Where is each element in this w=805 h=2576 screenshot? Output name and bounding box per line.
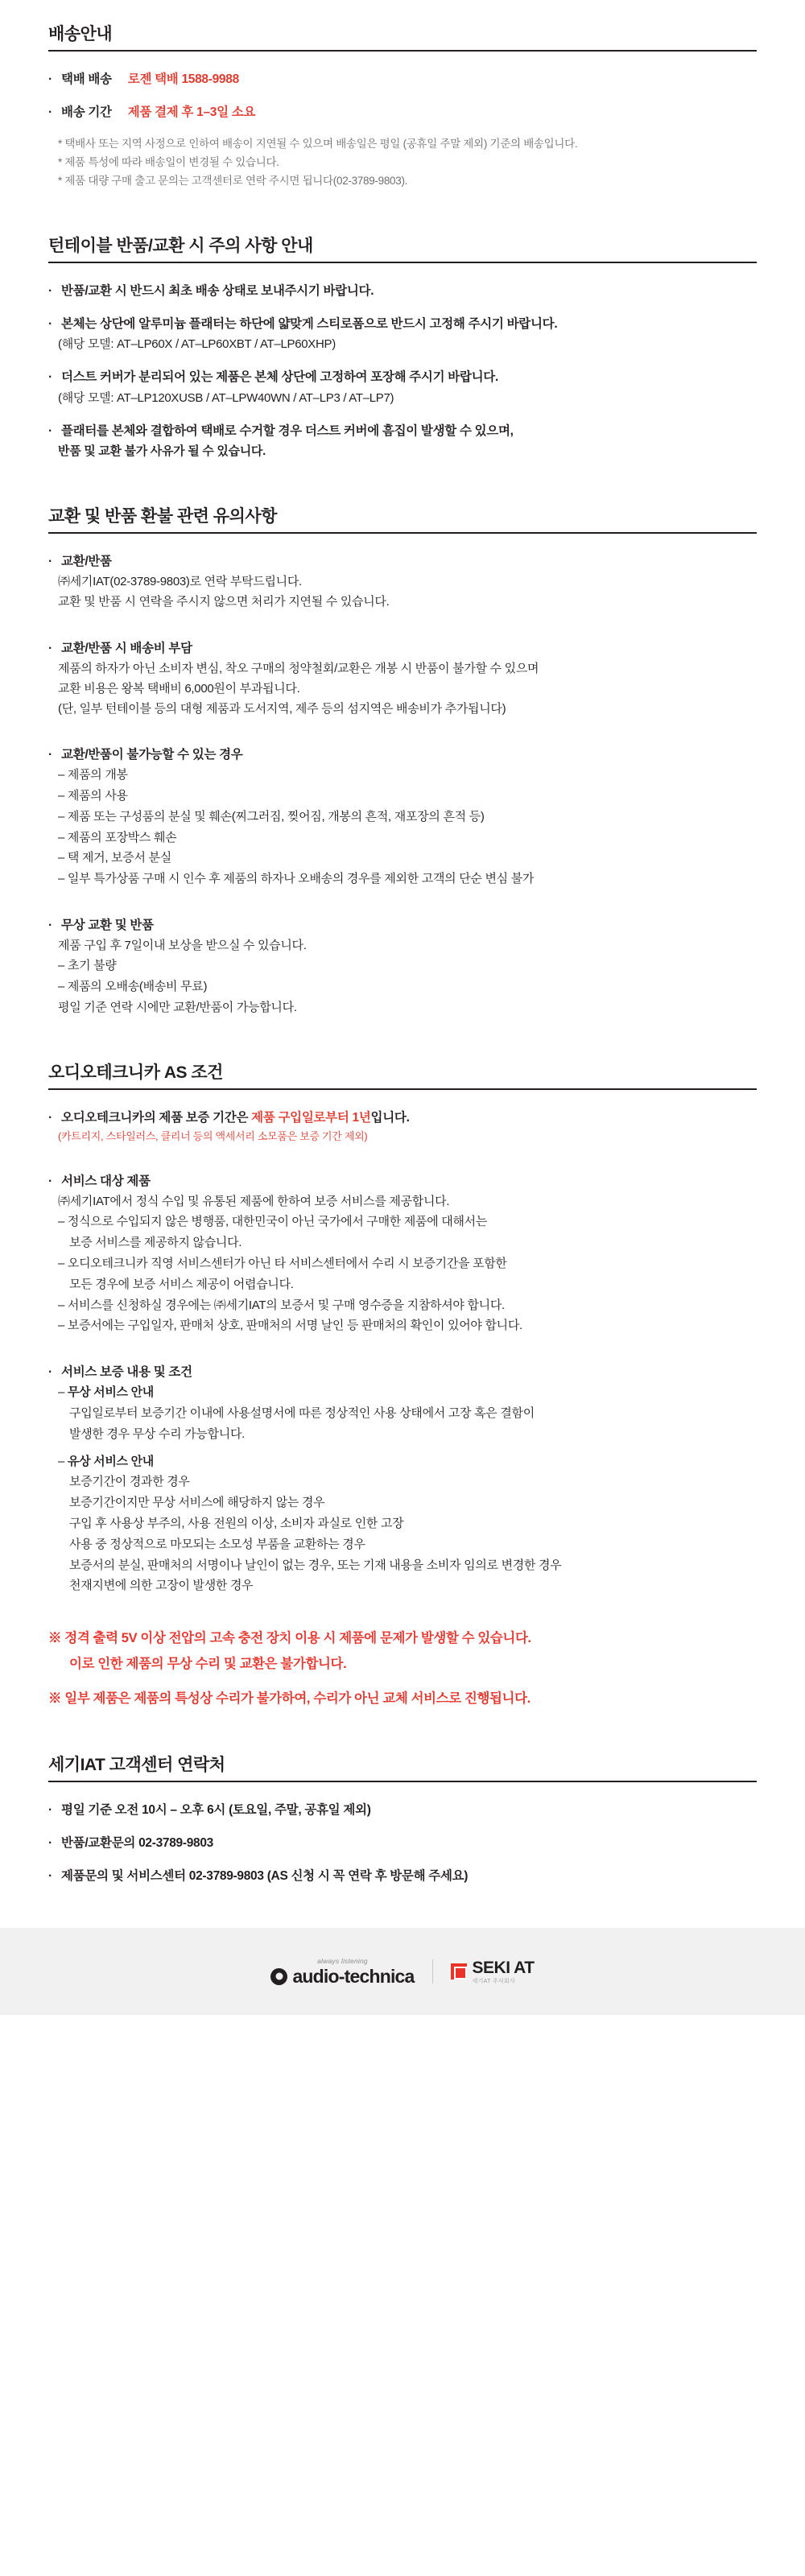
seki-at-wordmark — [473, 1959, 535, 1984]
as-warning-1-line-2: 이로 인한 제품의 무상 수리 및 교환은 불가합니다. — [69, 1656, 347, 1671]
refund-dash-text: 제품의 사용 — [67, 789, 128, 803]
turntable-item-3 — [48, 367, 757, 407]
shipping-note-3: * 제품 대량 구매 출고 문의는 고객센터로 연락 주시면 됩니다(02-3789-9803). — [58, 175, 408, 188]
section-refund-header — [48, 503, 757, 534]
as-paid-service-line-4: 사용 중 정상적으로 마모되는 소모성 부품을 교환하는 경우 — [69, 1537, 365, 1551]
as-warning-1 — [48, 1629, 757, 1674]
as-warning-2 — [48, 1689, 757, 1710]
as-paid-service-line-5: 보증서의 분실, 판매처의 서명이나 날인이 없는 경우, 또는 기재 내용을 소비자 임의로 변경한 경우 — [69, 1558, 562, 1572]
contact-item-1 — [48, 1800, 757, 1820]
as-paid-service-group: – 유상 서비스 안내 보증기간이 경과한 경우 보증기간이지만 무상 서비스에 해당하지 않는 경우 구입 후 사용상 부주의, 사용 전원의 이상, 소비자 과실로 인한 고장 사용 중 정상적으로 마모되는 소모성 부품을 교환하는 경우 보증서의 분실, 판매처의 서명이나 날인이 없는 경우, 또는 기재 내용을 소비자 임의로 변경한 경우 천재지변에 의한 고장이 발생한 경우 — [58, 1451, 757, 1597]
refund-block-4-head: 무상 교환 및 반품 — [61, 919, 154, 933]
seki-square-icon — [451, 1963, 467, 1979]
refund-block-1-head: 교환/반품 — [61, 555, 112, 569]
turntable-item-4 — [48, 421, 757, 461]
refund-block-2 — [48, 638, 757, 720]
refund-dash-text: 택 제거, 보증서 분실 — [67, 851, 171, 865]
refund-block-3-dash-3: – 제품 또는 구성품의 분실 및 훼손(찌그러짐, 찢어짐, 개봉의 흔적, 재포장의 흔적 등) — [58, 809, 485, 824]
as-paid-service-line-1: 보증기간이 경과한 경우 — [69, 1475, 190, 1489]
as-warning-1-line-1: ※ 정격 출력 5V 이상 전압의 고속 충전 장치 이용 시 제품에 문제가 발생할 수 있습니다. — [48, 1631, 531, 1646]
bullet-dot: · — [48, 284, 52, 299]
bullet-dot: · — [48, 105, 52, 120]
footer-bar — [0, 1928, 805, 2015]
bullet-dot: · — [48, 72, 52, 86]
shipping-courier-value: 로젠 택배 1588-9988 — [127, 72, 239, 86]
refund-block-1-line-1: ㈜세기IAT(02-3789-9803)로 연락 부탁드립니다. — [58, 575, 302, 589]
top-spacer — [0, 0, 805, 21]
turntable-item-2-main: 본체는 상단에 알루미늄 플래터는 하단에 얇맞게 스티로폼으로 반드시 고정해 주시기 바랍니다. — [61, 317, 558, 332]
as-warranty-sub: (카트리지, 스타일러스, 클리너 등의 액세서리 소모품은 보증 기간 제외) — [58, 1130, 368, 1143]
section-turntable-header — [48, 233, 757, 263]
contact-item-2 — [48, 1833, 757, 1853]
bullet-dot: · — [48, 370, 52, 385]
bullet-dot: · — [48, 1802, 52, 1817]
shipping-note-2: * 제품 특성에 따라 배송일이 변경될 수 있습니다. — [58, 156, 279, 169]
seki-at-logo — [451, 1959, 535, 1984]
audio-technica-circle-icon — [270, 1968, 287, 1985]
as-warranty-post: 입니다. — [370, 1111, 410, 1125]
audio-technica-tagline: always listening — [317, 1957, 368, 1966]
section-refund — [48, 503, 757, 1018]
refund-block-4-line-1: 제품 구입 후 7일이내 보상을 받으실 수 있습니다. — [58, 939, 307, 953]
footer-logos — [270, 1958, 534, 1986]
contact-item-3-text: 제품문의 및 서비스센터 02-3789-9803 (AS 신청 시 꼭 연락 후 방문해 주세요) — [61, 1869, 469, 1884]
as-block-1-dash-2: – 오디오테크니카 직영 서비스센터가 아닌 타 서비스센터에서 수리 시 보증기간을 포함한 모든 경우에 보증 서비스 제공이 어렵습니다. — [58, 1253, 757, 1295]
as-paid-service-line-6: 천재지변에 의한 고장이 발생한 경우 — [69, 1579, 254, 1593]
shipping-row-duration — [48, 102, 757, 122]
section-turntable-return — [48, 233, 757, 461]
as-warranty-pre: 오디오테크니카의 제품 보증 기간은 — [61, 1111, 252, 1125]
turntable-item-2 — [48, 314, 757, 354]
refund-block-4-dash-1: – 초기 불량 — [58, 959, 117, 973]
turntable-item-1 — [48, 281, 757, 301]
bullet-dot: · — [48, 317, 52, 332]
contact-item-1-text: 평일 기준 오전 10시 – 오후 6시 (토요일, 주말, 공휴일 제외) — [61, 1802, 371, 1817]
refund-block-4-dash-2: – 제품의 오배송(배송비 무료) — [58, 980, 208, 994]
refund-block-3-dash-5: – 택 제거, 보증서 분실 — [58, 851, 171, 865]
bullet-dot: · — [48, 641, 52, 655]
shipping-note-1: * 택배사 또는 지역 사정으로 인하여 배송이 지연될 수 있으며 배송일은 평일 (공휴일 주말 제외) 기준의 배송입니다. — [58, 138, 578, 151]
as-block-1 — [48, 1171, 757, 1336]
section-as-terms — [48, 1059, 757, 1710]
document-content — [0, 21, 805, 1886]
section-contact — [48, 1752, 757, 1886]
turntable-item-1-main: 반품/교환 시 반드시 최초 배송 상태로 보내주시기 바랍니다. — [61, 284, 374, 299]
as-block-1-dash-1-cont: 보증 서비스를 제공하지 않습니다. — [69, 1236, 242, 1250]
refund-block-4-tail: 평일 기준 연락 시에만 교환/반품이 가능합니다. — [58, 1000, 297, 1014]
refund-block-3-dash-4: – 제품의 포장박스 훼손 — [58, 830, 177, 844]
refund-dash-text: 제품의 오배송(배송비 무료) — [67, 980, 208, 994]
as-dash-text: 서비스를 신청하실 경우에는 ㈜세기IAT의 보증서 및 구매 영수증을 지참하셔야 합니다. — [67, 1298, 505, 1312]
turntable-item-2-models: (해당 모델: AT–LP60X / AT–LP60XBT / AT–LP60XHP) — [58, 337, 336, 352]
refund-block-2-line-2: 교환 비용은 왕복 택배비 6,000원이 부과됩니다. — [58, 681, 300, 696]
spacer — [48, 625, 757, 638]
spacer — [48, 1609, 757, 1629]
section-shipping — [48, 21, 757, 191]
spacer — [48, 1445, 757, 1451]
contact-item-3 — [48, 1866, 757, 1886]
bullet-dot: · — [48, 919, 52, 933]
section-refund-title: 교환 및 반품 환불 관련 유의사항 — [48, 507, 277, 526]
as-dash-text: 정식으로 수입되지 않은 병행품, 대한민국이 아닌 국가에서 구매한 제품에 대해서는 — [67, 1215, 488, 1229]
footer-divider — [432, 1959, 433, 1984]
shipping-courier-label: 택배 배송 — [61, 72, 112, 86]
bullet-dot: · — [48, 1174, 52, 1189]
shipping-row-courier — [48, 69, 757, 89]
as-free-service-line-1: 구입일로부터 보증기간 이내에 사용설명서에 따른 정상적인 사용 상태에서 고장 혹은 결함이 — [69, 1406, 535, 1421]
audio-technica-name: audio-technica — [292, 1965, 415, 1987]
refund-block-1-line-2: 교환 및 반품 시 연락을 주시지 않으면 처리가 지연될 수 있습니다. — [58, 595, 390, 609]
turntable-item-4-cont: 반품 및 교환 불가 사유가 될 수 있습니다. — [58, 444, 266, 458]
refund-block-3-dash-6: – 일부 특가상품 구매 시 인수 후 제품의 하자나 오배송의 경우를 제외한 고객의 단순 변심 불가 — [58, 872, 535, 886]
bullet-dot: · — [48, 423, 52, 438]
as-block-1-dash-3: – 서비스를 신청하실 경우에는 ㈜세기IAT의 보증서 및 구매 영수증을 지참하셔야 합니다. — [58, 1298, 505, 1312]
refund-block-1 — [48, 551, 757, 612]
as-dash-text: 보증서에는 구입일자, 판매처 상호, 판매처의 서명 날인 등 판매처의 확인이 있어야 합니다. — [67, 1319, 522, 1333]
audio-technica-wordmark — [270, 1967, 414, 1986]
as-block-2 — [48, 1362, 757, 1596]
as-free-service-head: 무상 서비스 안내 — [67, 1385, 154, 1400]
refund-dash-text: 제품 또는 구성품의 분실 및 훼손(찌그러짐, 찢어짐, 개봉의 흔적, 재포장의 흔적 등) — [67, 809, 485, 824]
section-as-title: 오디오테크니카 AS 조건 — [48, 1063, 223, 1083]
seki-at-name: SEKI AT — [472, 1958, 535, 1977]
as-block-1-dash-1: – 정식으로 수입되지 않은 병행품, 대한민국이 아닌 국가에서 구매한 제품에 대해서는 보증 서비스를 제공하지 않습니다. — [58, 1212, 757, 1253]
refund-block-2-line-3: (단, 일부 턴테이블 등의 대형 제품과 도서지역, 제주 등의 섬지역은 배송비가 추가됩니다) — [58, 702, 506, 716]
seki-at-subtitle: 세기AT 주식회사 — [472, 1978, 516, 1984]
refund-block-3 — [48, 745, 757, 890]
as-paid-service-head: 유상 서비스 안내 — [67, 1454, 154, 1468]
spacer — [48, 902, 757, 915]
refund-dash-text: 초기 불량 — [67, 959, 117, 973]
bullet-dot: · — [48, 748, 52, 762]
refund-block-3-head: 교환/반품이 불가능할 수 있는 경우 — [61, 748, 243, 762]
as-warranty-row — [48, 1108, 757, 1146]
as-paid-service-line-2: 보증기간이지만 무상 서비스에 해당하지 않는 경우 — [69, 1496, 325, 1510]
section-turntable-title: 턴테이블 반품/교환 시 주의 사항 안내 — [48, 237, 313, 256]
as-dash-text: 오디오테크니카 직영 서비스센터가 아닌 타 서비스센터에서 수리 시 보증기간을 포함한 — [67, 1256, 507, 1270]
as-warning-2-line-1: ※ 일부 제품은 제품의 특성상 수리가 불가하여, 수리가 아닌 교체 서비스로 진행됩니다. — [48, 1691, 530, 1707]
turntable-item-3-models: (해당 모델: AT–LP120XUSB / AT–LPW40WN / AT–LP3 / AT–LP7) — [58, 390, 394, 405]
audio-technica-logo — [270, 1958, 414, 1986]
bullet-dot: · — [48, 1869, 52, 1884]
spacer — [48, 732, 757, 745]
as-block-1-dash-4: – 보증서에는 구입일자, 판매처 상호, 판매처의 서명 날인 등 판매처의 확인이 있어야 합니다. — [58, 1319, 522, 1333]
section-shipping-title: 배송안내 — [48, 25, 113, 43]
turntable-item-3-main: 더스트 커버가 분리되어 있는 제품은 본체 상단에 고정하여 포장해 주시기 바랍니다. — [61, 370, 498, 385]
turntable-item-4-main: 플래터를 본체와 결합하여 택배로 수거할 경우 더스트 커버에 흠집이 발생할 수 있으며, — [61, 423, 514, 438]
spacer — [48, 1158, 757, 1171]
refund-block-2-head: 교환/반품 시 배송비 부담 — [61, 641, 192, 655]
as-block-1-line-1: ㈜세기IAT에서 정식 수입 및 유통된 제품에 한하여 보증 서비스를 제공합니다. — [58, 1195, 450, 1209]
contact-item-2-text: 반품/교환문의 02-3789-9803 — [61, 1836, 213, 1851]
refund-dash-text: 제품의 개봉 — [67, 768, 128, 782]
refund-block-3-dash-1: – 제품의 개봉 — [58, 768, 128, 782]
section-as-header — [48, 1059, 757, 1090]
bullet-dot: · — [48, 1836, 52, 1851]
as-free-service-group: – 무상 서비스 안내 구입일로부터 보증기간 이내에 사용설명서에 따른 정상적인 사용 상태에서 고장 혹은 결함이 발생한 경우 무상 수리 가능합니다. — [58, 1382, 757, 1444]
refund-dash-text: 일부 특가상품 구매 시 인수 후 제품의 하자나 오배송의 경우를 제외한 고객의 단순 변심 불가 — [67, 872, 535, 886]
as-paid-service-line-3: 구입 후 사용상 부주의, 사용 전원의 이상, 소비자 과실로 인한 고장 — [69, 1517, 404, 1531]
shipping-duration-label: 배송 기간 — [61, 105, 112, 120]
refund-block-4 — [48, 915, 757, 1018]
section-contact-header — [48, 1752, 757, 1782]
as-free-service-line-2: 발생한 경우 무상 수리 가능합니다. — [69, 1426, 245, 1441]
as-warranty-highlight: 제품 구입일로부터 1년 — [251, 1111, 371, 1125]
spacer — [48, 1349, 757, 1362]
refund-block-3-dash-2: – 제품의 사용 — [58, 789, 128, 803]
section-contact-title: 세기IAT 고객센터 연락처 — [48, 1755, 225, 1774]
refund-block-2-line-1: 제품의 하자가 아닌 소비자 변심, 착오 구매의 청약철회/교환은 개봉 시 반품이 불가할 수 있으며 — [58, 661, 539, 675]
bullet-dot: · — [48, 555, 52, 569]
as-block-2-head: 서비스 보증 내용 및 조건 — [61, 1365, 192, 1380]
bullet-dot: · — [48, 1111, 52, 1125]
refund-dash-text: 제품의 포장박스 훼손 — [67, 830, 177, 844]
as-block-1-head: 서비스 대상 제품 — [61, 1174, 151, 1189]
section-shipping-header — [48, 21, 757, 52]
shipping-duration-value: 제품 결제 후 1–3일 소요 — [127, 105, 256, 120]
bullet-dot: · — [48, 1365, 52, 1380]
as-block-1-dash-2-cont: 모든 경우에 보증 서비스 제공이 어렵습니다. — [69, 1277, 294, 1291]
